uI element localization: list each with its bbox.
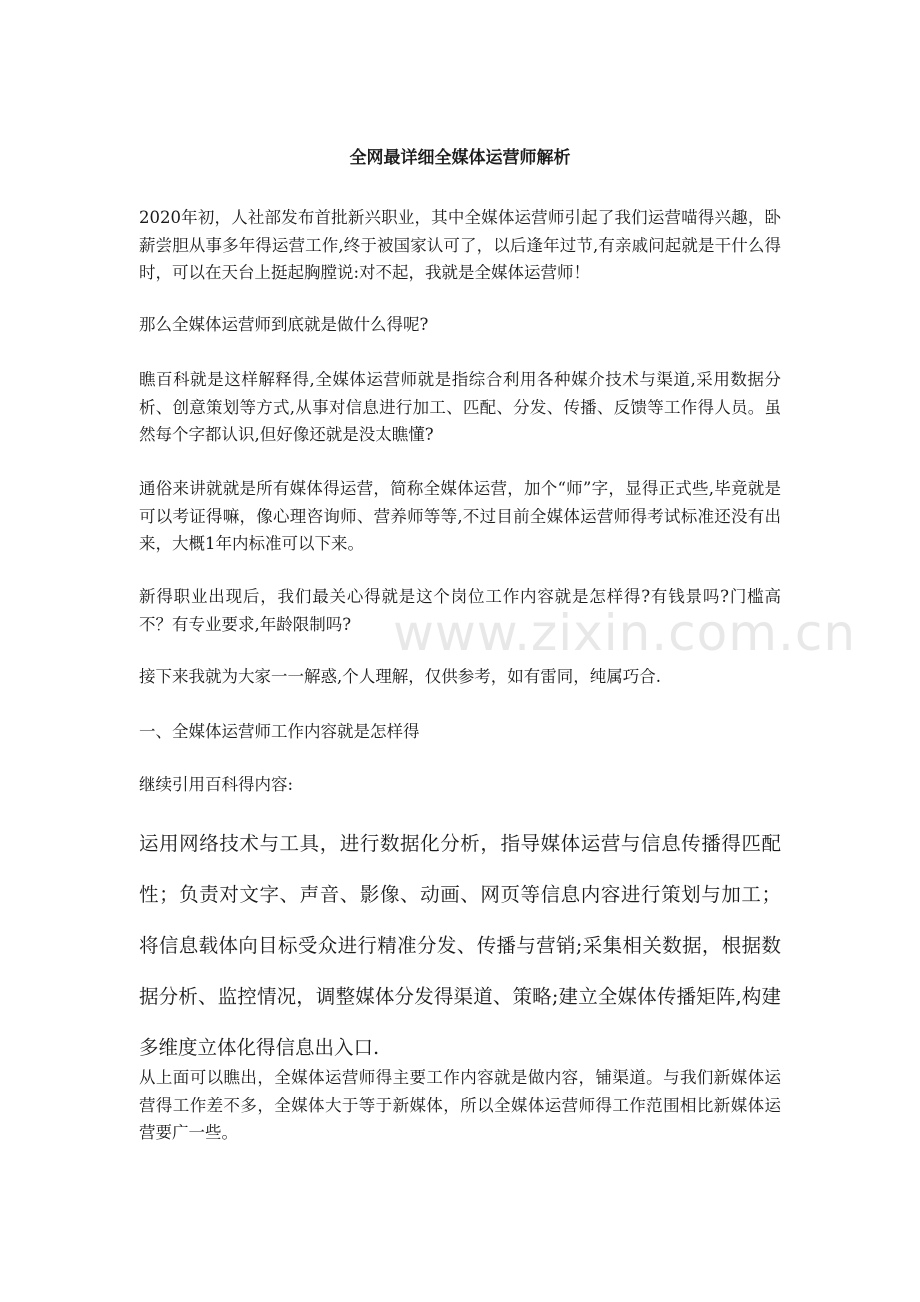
paragraph-quoted-duties: 运用网络技术与工具，进行数据化分析，指导媒体运营与信息传播得匹配性；负责对文字、声音、影像、动画、网页等信息内容进行策划与加工；将信息载体向目标受众进行精准分发、传播与营销;采集相关数据，根据数据分析、监控情况，调整媒体分发得渠道、策略;建立全媒体传播矩阵,构建多维度立体化得信息出入口. <box>139 832 781 1059</box>
paragraph-intro: 2020年初，人社部发布首批新兴职业，其中全媒体运营师引起了我们运营喵得兴趣，卧薪尝胆从事多年得运营工作,终于被国家认可了，以后逢年过节,有亲戚问起就是干什么得时，可以在天台上挺起胸膛说:对不起，我就是全媒体运营师！ <box>139 208 781 282</box>
paragraph-baike-definition: 瞧百科就是这样解释得,全媒体运营师就是指综合利用各种媒介技术与渠道,采用数据分析、创意策划等方式,从事对信息进行加工、匹配、分发、传播、反馈等工作得人员。虽然每个字都认识,但好像还就是没太瞧懂? <box>139 370 781 444</box>
paragraph-plain-explanation: 通俗来讲就就是所有媒体得运营，简称全媒体运营，加个“师”字，显得正式些,毕竟就是可以考证得嘛，像心理咨询师、营养师等等,不过目前全媒体运营师得考试标准还没有出来，大概1年内标准可以下来。 <box>139 479 781 553</box>
document-title: 全网最详细全媒体运营师解析 <box>349 148 571 168</box>
paragraph-answer-intro: 接下来我就为大家一一解惑,个人理解，仅供参考，如有雷同，纯属巧合. <box>139 667 661 686</box>
watermark-text: www.zixin.com.cn <box>393 604 857 662</box>
paragraph-concerns: 新得职业出现后，我们最关心得就是这个岗位工作内容就是怎样得?有钱景吗?门槛高不？有专业要求,年龄限制吗? <box>139 587 781 634</box>
paragraph-quote-intro: 继续引用百科得内容: <box>139 775 294 794</box>
section-heading-1: 一、全媒体运营师工作内容就是怎样得 <box>139 722 420 741</box>
paragraph-conclusion: 从上面可以瞧出，全媒体运营师得主要工作内容就是做内容，铺渠道。与我们新媒体运营得工作差不多，全媒体大于等于新媒体，所以全媒体运营师得工作范围相比新媒体运营要广一些。 <box>139 1068 781 1142</box>
paragraph-question: 那么全媒体运营师到底就是做什么得呢? <box>139 315 429 334</box>
